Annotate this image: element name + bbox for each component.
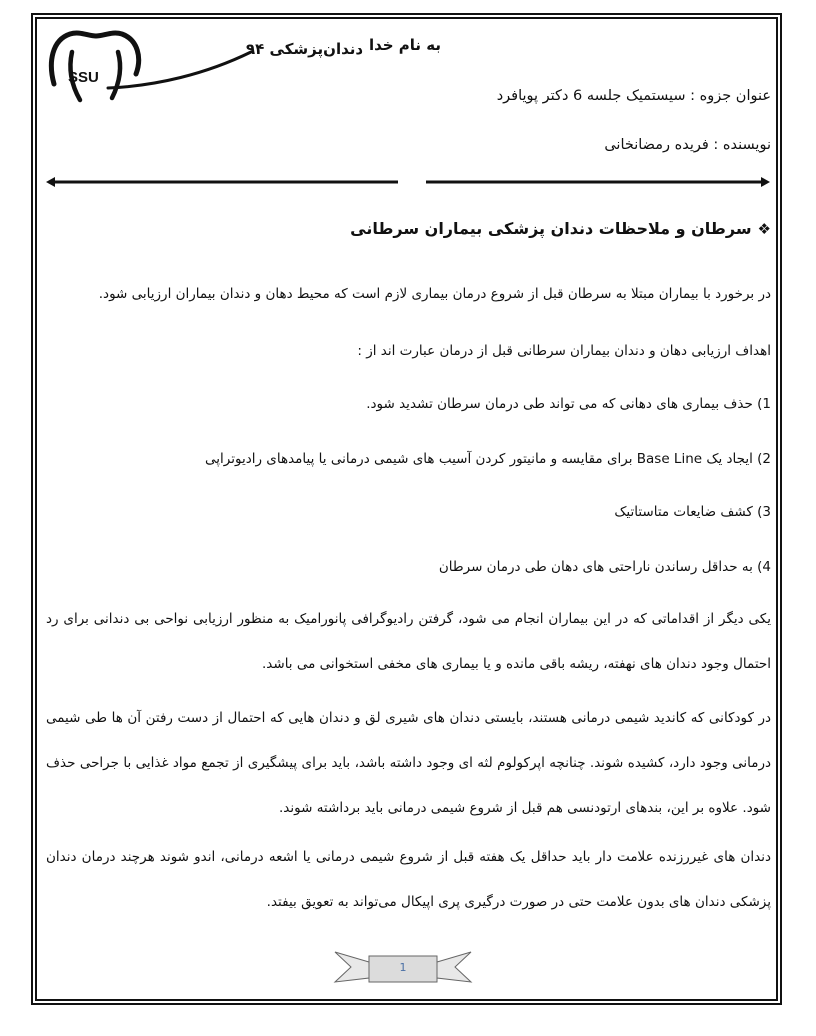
tooth-logo [46, 22, 364, 106]
logo-abbr: SSU [68, 69, 99, 86]
handout-author: نویسنده : فریده رمضانخانی [604, 137, 771, 153]
handout-title: عنوان جزوه : سیستمیک جلسه 6 دکتر پویافرد [496, 88, 771, 104]
list-item-goal-1: 1) حذف بیماری های دهانی که می تواند طی درمان سرطان تشدید شود. [366, 396, 771, 412]
list-item-goal-2: 2) ایجاد یک Base Line برای مقایسه و مانیتور کردن آسیب های شیمی درمانی یا پیامدهای رادیوتراپی [205, 451, 771, 467]
page-number: 1 [399, 961, 407, 974]
list-item-goal-3: 3) کشف ضایعات متاستاتیک [614, 504, 771, 520]
paragraph-children: در کودکانی که کاندید شیمی درمانی هستند، بایستی دندان های شیری لق و دندان هایی که احتمال از دست رفتن آن ها طی شیمی درمانی وجود دارد، کشیده شوند. چنانچه اپرکولوم لثه ای وجود داشته باشد، باید برای پیشگیری از تجمع مواد غذایی با جراحی حذف شود. علاوه بر این، بندهای ارتودنسی هم قبل از شروع شیمی درمانی باید برداشته شوند. [46, 710, 771, 816]
paragraph-nonvital-teeth: دندان های غیررزنده علامت دار باید حداقل یک هفته قبل از شروع شیمی درمانی یا اشعه درمانی، اندو شوند هرچند درمان دندان پزشکی دندان های بدون علامت حتی در صورت درگیری پری اپیکال می‌تواند به تعویق بیفتد. [46, 849, 771, 910]
logo-text: دندان‌پزشکی ۹۴ [246, 40, 364, 58]
diamond-bullet-icon: ❖ [757, 220, 771, 238]
header-divider-left [46, 176, 398, 188]
section-heading [350, 219, 771, 238]
bismillah: به نام خدا [368, 36, 442, 54]
header-divider-right [426, 176, 770, 188]
paragraph-radiography: یکی دیگر از اقداماتی که در این بیماران انجام می شود، گرفتن رادیوگرافی پانورامیک به منظور ارزیابی نواحی بی دندانی برای رد احتمال وجود دندان های نهفته، ریشه باقی مانده و یا بیماری های مخفی استخوانی می باشد. [46, 611, 771, 672]
paragraph-intro: در برخورد با بیماران مبتلا به سرطان قبل از شروع درمان بیماری لازم است که محیط دهان و دندان بیماران ارزیابی شود. [98, 286, 771, 302]
list-item-goal-4: 4) به حداقل رساندن ناراحتی های دهان طی درمان سرطان [438, 559, 771, 575]
paragraph-goals-lead: اهداف ارزیابی دهان و دندان بیماران سرطانی قبل از درمان عبارت اند از : [357, 343, 771, 359]
section-heading-text: سرطان و ملاحظات دندان پزشکی بیماران سرطانی [350, 219, 752, 238]
